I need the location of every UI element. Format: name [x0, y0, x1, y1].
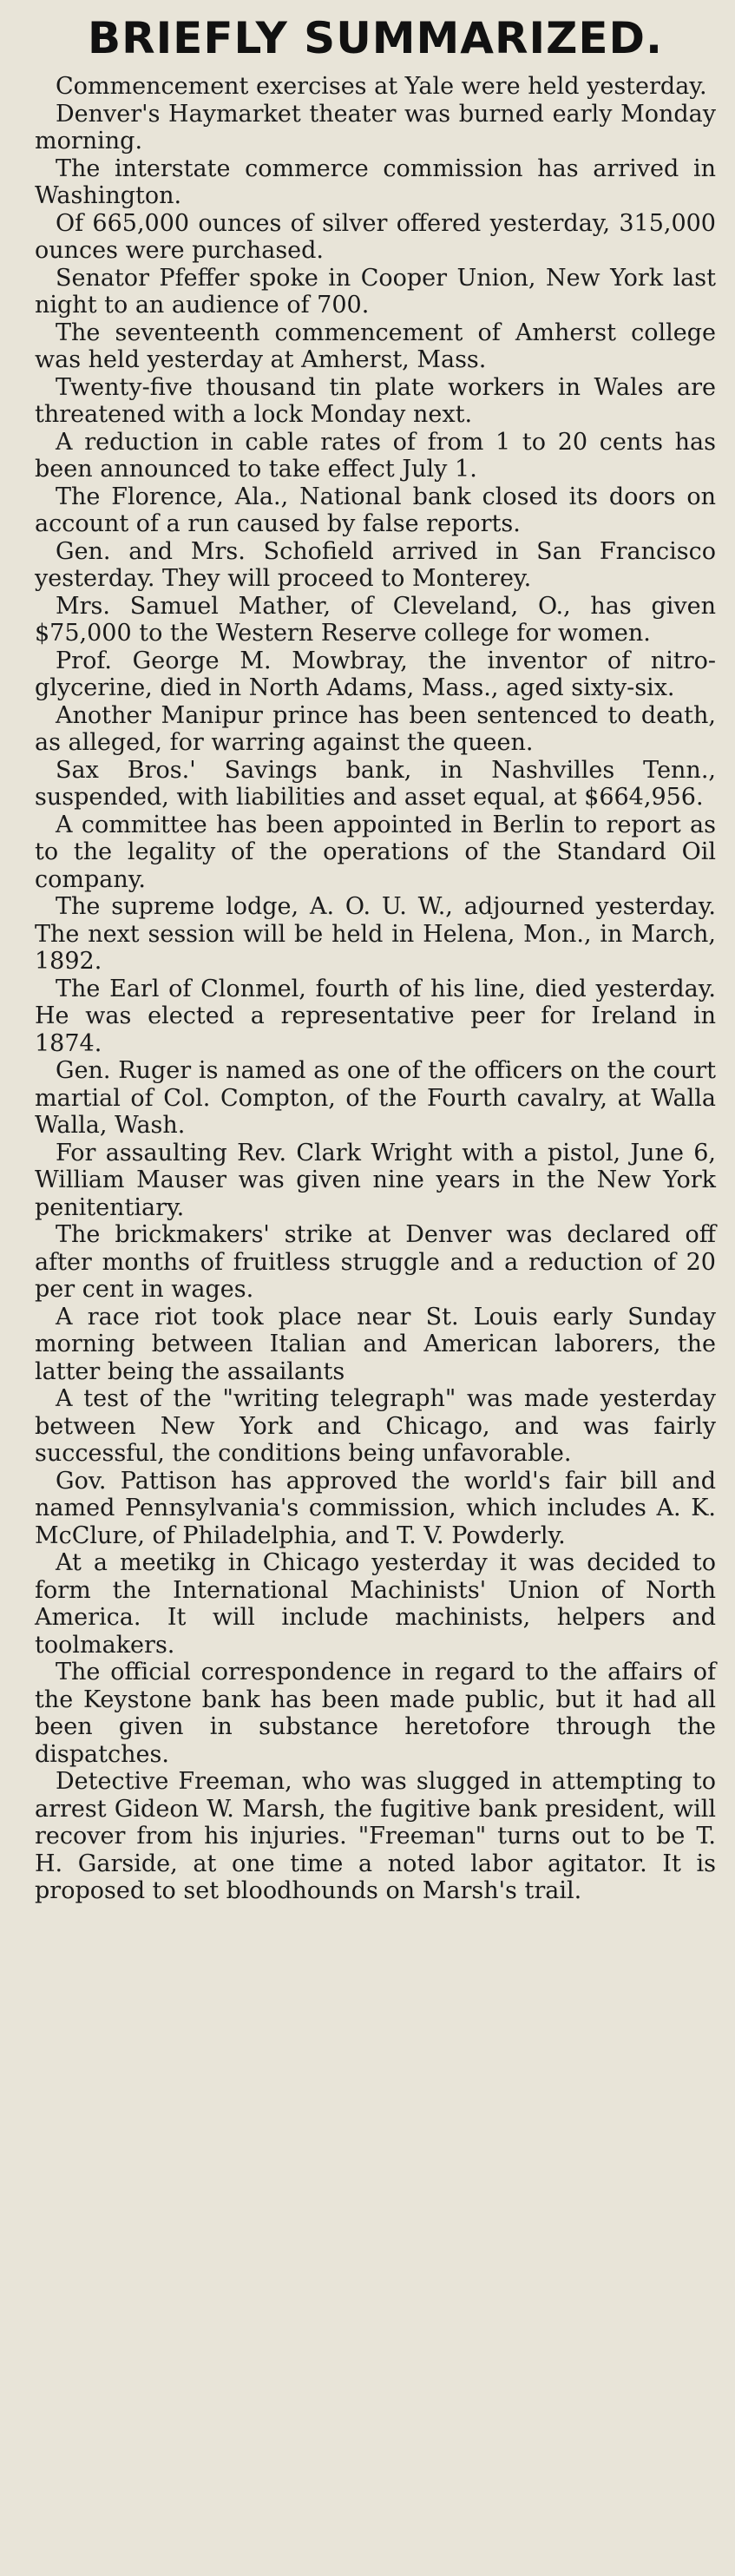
- news-item: At a meetikg in Chicago yesterday it was decided to form the International Machinists' Union of North America. It will include machinists, helpers and toolmakers.: [35, 1549, 716, 1659]
- news-item: A committee has been appointed in Berlin to report as to the legality of the operations of the Standard Oil company.: [35, 811, 716, 893]
- news-item: The seventeenth commencement of Amherst college was held yesterday at Amherst, Mass.: [35, 319, 716, 373]
- news-item: Senator Pfeffer spoke in Cooper Union, New York last night to an audience of 700.: [35, 264, 716, 319]
- headline: BRIEFLY SUMMARIZED.: [87, 13, 664, 63]
- news-item: Prof. George M. Mowbray, the inventor of nitro-glycerine, died in North Adams, Mass., aged sixty-six.: [35, 647, 716, 701]
- news-item: For assaulting Rev. Clark Wright with a pistol, June 6, William Mauser was given nine years in the New York penitentiary.: [35, 1139, 716, 1221]
- news-item: The official correspondence in regard to the affairs of the Keystone bank has been made public, but it had all been given in substance heretofore through the dispatches.: [35, 1659, 716, 1768]
- news-item: Mrs. Samuel Mather, of Cleveland, O., has given $75,000 to the Western Reserve college for women.: [35, 592, 716, 647]
- news-items: [35, 73, 716, 1905]
- news-item: A reduction in cable rates of from 1 to 20 cents has been announced to take effect July 1.: [35, 428, 716, 483]
- news-item: The interstate commerce commission has arrived in Washington.: [35, 154, 716, 209]
- news-item: Denver's Haymarket theater was burned early Monday morning.: [35, 100, 716, 154]
- news-item: Gov. Pattison has approved the world's fair bill and named Pennsylvania's commission, which includes A. K. McClure, of Philadelphia, and T. V. Powderly.: [35, 1467, 716, 1549]
- news-item: The Florence, Ala., National bank closed its doors on account of a run caused by false reports.: [35, 483, 716, 537]
- news-item: The brickmakers' strike at Denver was declared off after months of fruitless struggle and a reduction of 20 per cent in wages.: [35, 1221, 716, 1303]
- news-item: The Earl of Clonmel, fourth of his line, died yesterday. He was elected a representative peer for Ireland in 1874.: [35, 975, 716, 1057]
- news-item: Of 665,000 ounces of silver offered yesterday, 315,000 ounces were purchased.: [35, 209, 716, 264]
- news-item: Gen. and Mrs. Schofield arrived in San Francisco yesterday. They will proceed to Monterey.: [35, 537, 716, 592]
- news-item: A race riot took place near St. Louis early Sunday morning between Italian and American laborers, the latter being the assailants: [35, 1303, 716, 1385]
- news-item: Detective Freeman, who was slugged in attempting to arrest Gideon W. Marsh, the fugitive bank president, will recover from his injuries. "Freeman" turns out to be T. H. Garside, at one time a noted labor agitator. It is proposed to set bloodhounds on Marsh's trail.: [35, 1768, 716, 1904]
- news-item: Twenty-five thousand tin plate workers in Wales are threatened with a lock Monday next.: [35, 373, 716, 428]
- news-item: Commencement exercises at Yale were held yesterday.: [56, 73, 707, 100]
- news-item: A test of the "writing telegraph" was made yesterday between New York and Chicago, and was fairly successful, the conditions being unfavorable.: [35, 1385, 716, 1467]
- news-item: Another Manipur prince has been sentenced to death, as alleged, for warring against the queen.: [35, 701, 716, 756]
- news-item: Gen. Ruger is named as one of the officers on the court martial of Col. Compton, of the Fourth cavalry, at Walla Walla, Wash.: [35, 1057, 716, 1139]
- news-item: Sax Bros.' Savings bank, in Nashvilles Tenn., suspended, with liabilities and asset equal, at $664,956.: [35, 756, 716, 811]
- news-item: The supreme lodge, A. O. U. W., adjourned yesterday. The next session will be held in Helena, Mon., in March, 1892.: [35, 893, 716, 975]
